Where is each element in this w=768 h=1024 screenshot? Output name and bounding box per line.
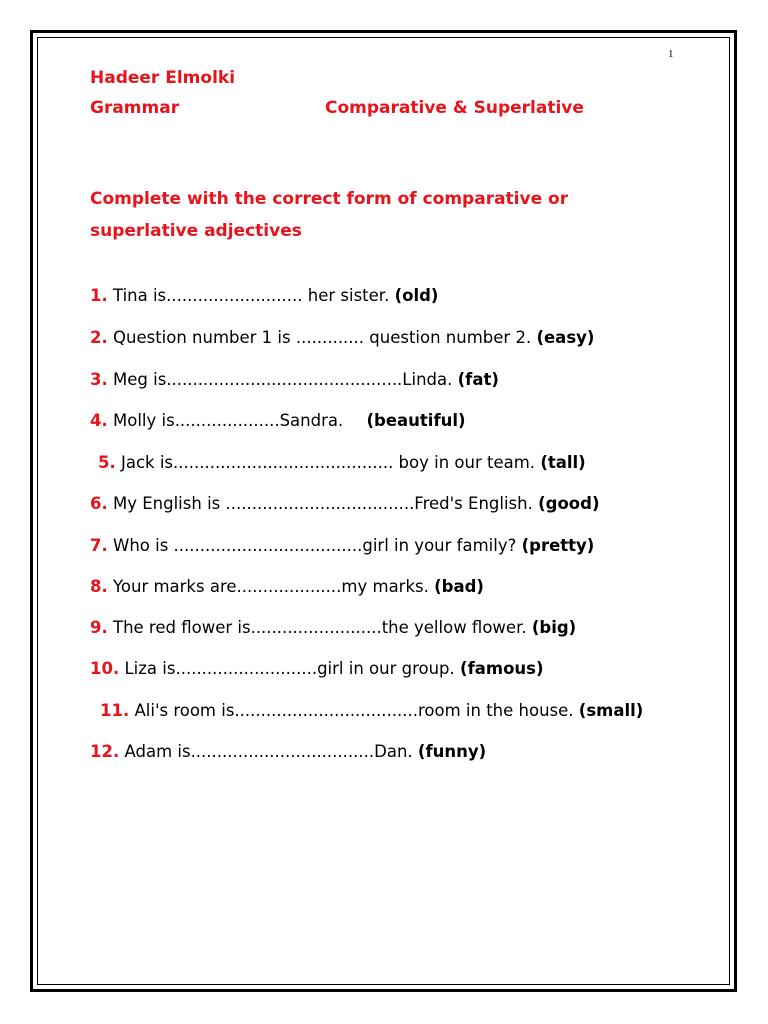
question-item (90, 411, 466, 430)
question-item (90, 618, 576, 637)
question-number: 12. (90, 742, 120, 761)
question-hint: (small) (578, 701, 644, 720)
question-hint: (old) (394, 286, 439, 305)
question-item (90, 494, 600, 513)
question-number: 8. (90, 577, 108, 596)
question-text: Molly is....................Sandra. (113, 411, 344, 430)
question-number: 6. (90, 494, 108, 513)
question-text: Meg is.............................................Linda. (113, 370, 453, 389)
question-hint: (easy) (536, 328, 595, 347)
subject-label: Grammar (90, 98, 180, 118)
question-text: Jack is.......................................... boy in our team. (121, 453, 536, 472)
instruction-text: Complete with the correct form of comparative or superlative adjectives (90, 189, 569, 241)
question-number: 9. (90, 618, 108, 637)
question-hint: (fat) (457, 370, 499, 389)
question-hint: (bad) (434, 577, 484, 596)
question-number: 2. (90, 328, 108, 347)
question-number: 3. (90, 370, 108, 389)
topic-title: Comparative & Superlative (325, 98, 584, 118)
question-hint: (big) (531, 618, 577, 637)
question-hint: (good) (538, 494, 600, 513)
question-item (98, 453, 586, 472)
question-number: 1. (90, 286, 108, 305)
author-name: Hadeer Elmolki (90, 68, 236, 88)
question-text: Question number 1 is ............. question number 2. (113, 328, 532, 347)
question-number: 5. (98, 453, 116, 472)
question-hint: (funny) (417, 742, 487, 761)
question-number: 11. (100, 701, 130, 720)
question-hint: (famous) (460, 659, 544, 678)
question-text: The red flower is.........................the yellow flower. (113, 618, 527, 637)
question-number: 4. (90, 411, 108, 430)
question-text: Liza is...........................girl in our group. (124, 659, 455, 678)
question-item (90, 328, 594, 347)
question-item (100, 701, 643, 720)
question-item (90, 370, 499, 389)
question-item (90, 536, 594, 555)
question-text: Tina is.......................... her sister. (113, 286, 390, 305)
question-hint: (pretty) (521, 536, 595, 555)
question-item (90, 659, 544, 678)
question-text: Who is ....................................girl in your family? (113, 536, 517, 555)
question-text: Your marks are....................my marks. (113, 577, 429, 596)
question-text: Adam is...................................Dan. (124, 742, 413, 761)
question-hint: (tall) (540, 453, 586, 472)
question-item (90, 742, 486, 761)
question-number: 7. (90, 536, 108, 555)
question-text: My English is ....................................Fred's English. (113, 494, 533, 513)
question-item (90, 286, 438, 305)
page-number: 1 (668, 48, 674, 60)
question-text: Ali's room is...................................room in the house. (134, 701, 574, 720)
question-number: 10. (90, 659, 120, 678)
question-hint: (beautiful) (366, 411, 466, 430)
question-item (90, 577, 484, 596)
